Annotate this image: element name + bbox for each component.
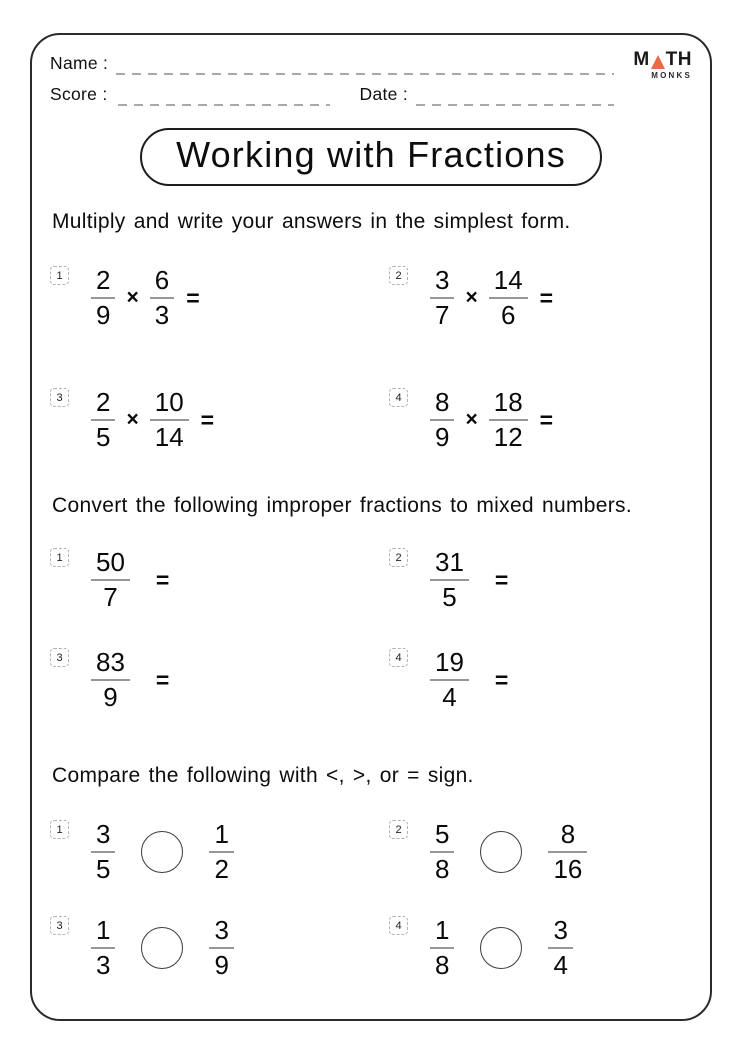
comparison-answer-circle <box>141 831 183 873</box>
fraction-b <box>548 916 572 980</box>
problem-number-badge: 2 <box>389 820 408 839</box>
problem-number-badge: 4 <box>389 648 408 667</box>
problem-number-badge: 4 <box>389 388 408 407</box>
comparison-answer-circle <box>480 831 522 873</box>
equals-sign: = <box>539 284 554 311</box>
problem-number-badge: 2 <box>389 548 408 567</box>
problem-number-badge: 1 <box>50 266 69 285</box>
fraction-denominator: 5 <box>430 579 469 612</box>
multiply-sign: × <box>126 408 139 431</box>
fraction-b <box>489 388 528 452</box>
section-2-instruction: Convert the following improper fractions to mixed numbers. <box>52 494 632 517</box>
fraction-b <box>548 820 587 884</box>
fraction-numerator: 31 <box>435 546 464 577</box>
fraction-denominator: 7 <box>430 297 454 330</box>
fraction-denominator: 6 <box>489 297 528 330</box>
fraction-denominator: 9 <box>91 679 130 712</box>
problem-row <box>50 264 692 332</box>
fraction-numerator: 6 <box>154 264 170 295</box>
date-label: Date : <box>359 84 409 104</box>
name-write-line <box>116 59 614 75</box>
logo-wordmark <box>626 50 692 69</box>
fraction-numerator: 14 <box>493 264 523 295</box>
worksheet-title: Working with Fractions <box>140 128 602 186</box>
fraction-numerator: 50 <box>96 546 125 577</box>
date-write-line <box>416 90 614 106</box>
problem-2-4 <box>371 646 692 714</box>
name-row <box>50 48 614 75</box>
fraction-a <box>430 548 469 612</box>
fraction-a <box>91 916 115 980</box>
fraction-denominator: 4 <box>548 947 572 980</box>
fraction-numerator: 3 <box>553 914 568 945</box>
fraction-denominator: 9 <box>91 297 115 330</box>
equals-sign: = <box>494 566 509 593</box>
fraction-a <box>91 388 115 452</box>
fraction-denominator: 5 <box>91 851 115 884</box>
fraction-b <box>209 820 233 884</box>
section-3-instruction: Compare the following with <, >, or = sign. <box>52 764 474 787</box>
fraction-denominator: 4 <box>430 679 469 712</box>
section-3-problems <box>50 818 692 982</box>
fraction-numerator: 3 <box>96 818 111 849</box>
fraction-denominator: 3 <box>91 947 115 980</box>
fraction-numerator: 8 <box>435 386 450 417</box>
fraction-a <box>430 648 469 712</box>
fraction-denominator: 3 <box>150 297 174 330</box>
problem-1-3 <box>50 386 371 454</box>
problem-row <box>50 818 692 886</box>
logo-monks-text: MONKS <box>651 71 692 80</box>
fraction-denominator: 16 <box>548 851 587 884</box>
problem-number-badge: 2 <box>389 266 408 285</box>
problem-number-badge: 1 <box>50 820 69 839</box>
fraction-denominator: 9 <box>430 419 454 452</box>
fraction-numerator: 1 <box>435 914 450 945</box>
problem-number-badge: 4 <box>389 916 408 935</box>
score-label: Score : <box>50 84 108 104</box>
score-write-line <box>118 90 330 106</box>
multiply-sign: × <box>126 286 139 309</box>
math-monks-logo <box>626 50 692 80</box>
problem-number-badge: 3 <box>50 388 69 407</box>
equals-sign: = <box>155 666 170 693</box>
problem-row <box>50 914 692 982</box>
problem-2-2 <box>371 546 692 614</box>
problem-number-badge: 3 <box>50 648 69 667</box>
equals-sign: = <box>186 284 200 311</box>
fraction-numerator: 19 <box>435 646 464 677</box>
score-date-row <box>50 79 614 106</box>
fraction-denominator: 12 <box>489 419 528 452</box>
multiply-sign: × <box>465 286 478 309</box>
fraction-denominator: 8 <box>430 947 454 980</box>
problem-3-3 <box>50 914 371 982</box>
problem-3-2 <box>371 818 692 886</box>
fraction-b <box>209 916 233 980</box>
comparison-answer-circle <box>141 927 183 969</box>
fraction-denominator: 14 <box>150 419 189 452</box>
fraction-numerator: 1 <box>214 818 229 849</box>
header-fields <box>50 48 614 106</box>
problem-row <box>50 546 692 614</box>
fraction-denominator: 2 <box>209 851 233 884</box>
fraction-denominator: 7 <box>91 579 130 612</box>
equals-sign: = <box>155 566 170 593</box>
equals-sign: = <box>539 406 554 433</box>
fraction-numerator: 5 <box>435 818 450 849</box>
fraction-numerator: 18 <box>493 386 523 417</box>
fraction-denominator: 5 <box>91 419 115 452</box>
fraction-a <box>91 266 115 330</box>
fraction-b <box>489 266 528 330</box>
fraction-a <box>430 388 454 452</box>
problem-3-4 <box>371 914 692 982</box>
problem-3-1 <box>50 818 371 886</box>
section-2-problems <box>50 546 692 714</box>
fraction-a <box>430 266 454 330</box>
logo-triangle-icon <box>651 55 665 69</box>
fraction-numerator: 2 <box>96 264 111 295</box>
fraction-numerator: 8 <box>560 818 576 849</box>
comparison-answer-circle <box>480 927 522 969</box>
multiply-sign: × <box>465 408 478 431</box>
fraction-numerator: 10 <box>154 386 184 417</box>
problem-1-4 <box>371 386 692 454</box>
section-1-instruction: Multiply and write your answers in the simplest form. <box>52 210 571 233</box>
fraction-a <box>91 820 115 884</box>
equals-sign: = <box>200 406 215 433</box>
fraction-numerator: 3 <box>214 914 229 945</box>
problem-2-3 <box>50 646 371 714</box>
equals-sign: = <box>494 666 509 693</box>
problem-row <box>50 646 692 714</box>
logo-letters-th: TH <box>665 49 692 70</box>
worksheet-page <box>30 33 712 1021</box>
fraction-a <box>430 820 454 884</box>
fraction-b <box>150 388 189 452</box>
problem-number-badge: 1 <box>50 548 69 567</box>
fraction-numerator: 3 <box>435 264 450 295</box>
problem-number-badge: 3 <box>50 916 69 935</box>
problem-1-1 <box>50 264 371 332</box>
logo-letter-m: M <box>633 49 650 70</box>
fraction-denominator: 9 <box>209 947 233 980</box>
fraction-numerator: 1 <box>96 914 111 945</box>
fraction-numerator: 2 <box>96 386 111 417</box>
fraction-denominator: 8 <box>430 851 454 884</box>
fraction-b <box>150 266 174 330</box>
problem-row <box>50 386 692 454</box>
fraction-a <box>430 916 454 980</box>
fraction-a <box>91 648 130 712</box>
name-label: Name : <box>50 53 109 73</box>
section-1-problems <box>50 264 692 454</box>
header <box>50 48 692 106</box>
fraction-numerator: 83 <box>96 646 125 677</box>
fraction-a <box>91 548 130 612</box>
problem-2-1 <box>50 546 371 614</box>
problem-1-2 <box>371 264 692 332</box>
